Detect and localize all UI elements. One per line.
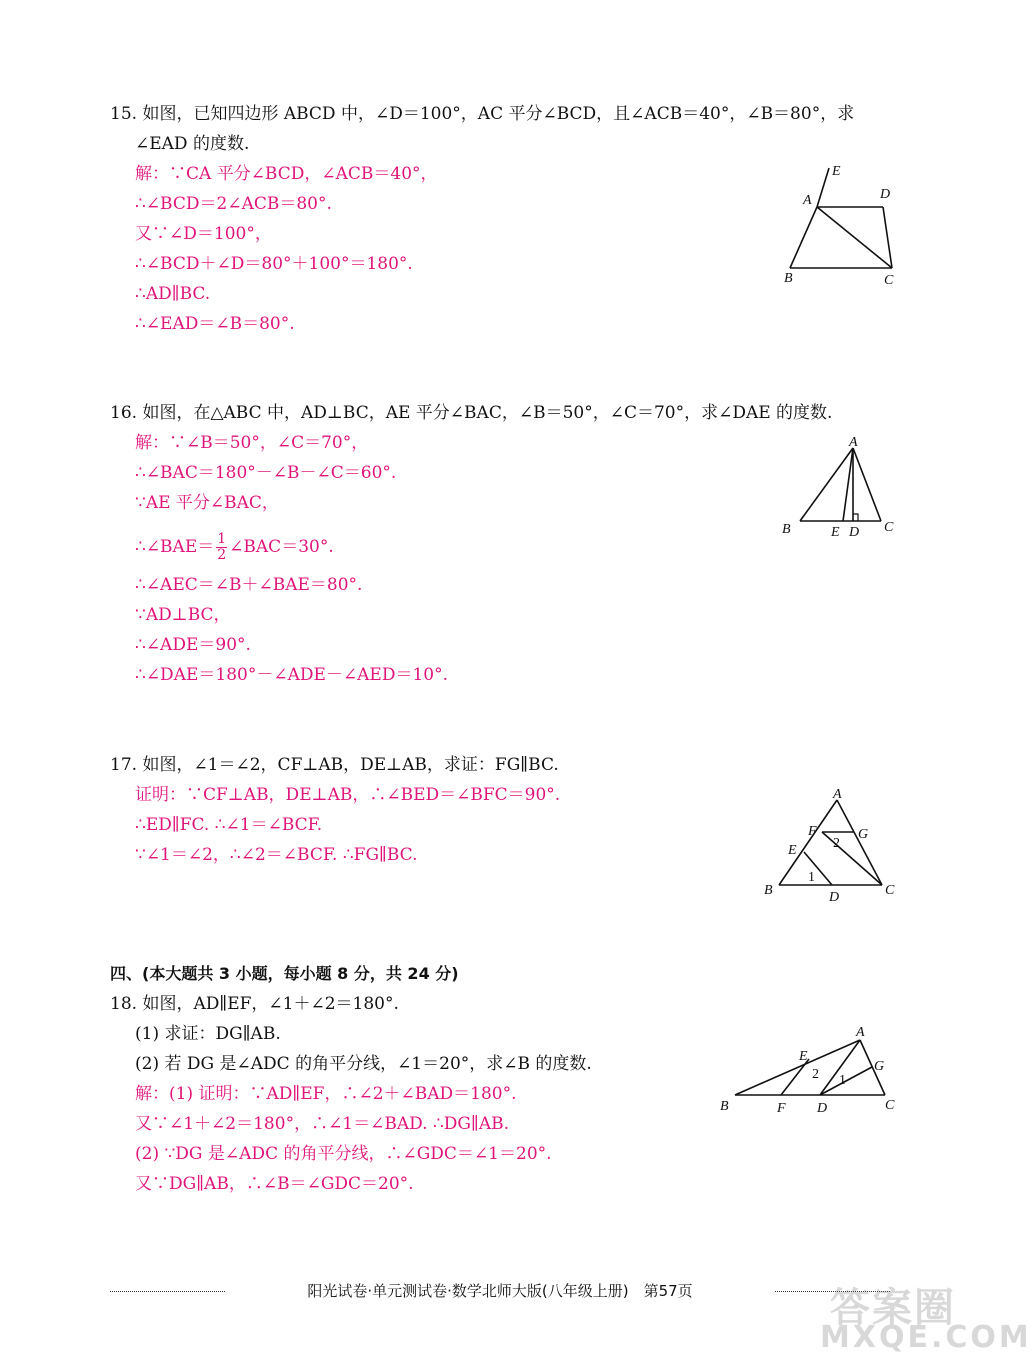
p18-answer-line4: 又∵DG∥AB，∴∠B＝∠GDC＝20°.	[135, 1174, 414, 1194]
p15-answer-line4: ∴∠BCD＋∠D＝80°＋100°＝180°.	[135, 254, 413, 274]
watermark-logo	[812, 1272, 1032, 1362]
p15-question-line2: ∠EAD 的度数.	[135, 134, 250, 154]
p16-answer-line6: ∵AD⊥BC，	[135, 605, 231, 625]
p18-label-f: F	[777, 1101, 786, 1116]
p15-answer-line3: 又∵∠D＝100°，	[135, 224, 272, 244]
p18-label-e: E	[799, 1049, 808, 1064]
p16-label-b: B	[782, 522, 791, 537]
p17-label-a: A	[833, 787, 842, 802]
p18-question-line2: (1) 求证：DG∥AB.	[135, 1024, 281, 1044]
p16-label-d: D	[849, 525, 860, 540]
p17-label-b: B	[764, 883, 773, 898]
p18-answer-line1: 解：(1) 证明：∵AD∥EF，∴∠2＋∠BAD＝180°.	[135, 1084, 517, 1104]
p18-figure	[715, 1022, 900, 1122]
p15-label-a: A	[803, 193, 812, 208]
p16-answer-line2: ∴∠BAC＝180°－∠B－∠C＝60°.	[135, 463, 397, 483]
section-4-heading: 四、(本大题共 3 小题，每小题 8 分，共 24 分)	[110, 964, 459, 983]
p15-figure	[770, 160, 910, 295]
p16-answer-line7: ∴∠ADE＝90°.	[135, 635, 251, 655]
p16-figure	[770, 432, 910, 547]
p17-label-d: D	[829, 890, 840, 905]
p16-answer-line4-end: ∠BAC＝30°.	[229, 537, 334, 557]
page-footer	[110, 1280, 890, 1302]
p15-label-c: C	[884, 273, 894, 288]
p18-answer-line2: 又∵∠1＋∠2＝180°，∴∠1＝∠BAD. ∴DG∥AB.	[135, 1114, 510, 1134]
watermark-line1: 答案圈	[830, 1285, 956, 1331]
p18-label-g: G	[874, 1059, 885, 1074]
p17-figure	[760, 782, 905, 912]
p16-answer-line4	[135, 532, 334, 563]
p17-angle-1: 1	[808, 870, 815, 885]
p15-answer-line6: ∴∠EAD＝∠B＝80°.	[135, 314, 295, 334]
p18-answer-line3: (2) ∵DG 是∠ADC 的角平分线，∴∠GDC＝∠1＝20°.	[135, 1144, 552, 1164]
p17-angle-2: 2	[833, 836, 840, 851]
p16-answer-line5: ∴∠AEC＝∠B＋∠BAE＝80°.	[135, 575, 363, 595]
p18-label-d: D	[817, 1101, 828, 1116]
p18-question-line3: (2) 若 DG 是∠ADC 的角平分线，∠1＝20°，求∠B 的度数.	[135, 1054, 592, 1074]
p16-answer-line1: 解：∵∠B＝50°，∠C＝70°，	[135, 433, 369, 453]
p16-fraction	[216, 532, 227, 563]
p15-label-b: B	[784, 271, 793, 286]
p15-label-d: D	[880, 187, 891, 202]
watermark-line2: MXQE.COM	[820, 1320, 1032, 1355]
p16-fraction-denominator: 2	[217, 547, 227, 563]
p17-label-c: C	[885, 883, 895, 898]
p18-angle-2: 2	[812, 1067, 819, 1082]
p16-label-c: C	[884, 520, 894, 535]
p18-label-a: A	[856, 1025, 865, 1040]
p17-question-line1: 17. 如图，∠1＝∠2，CF⊥AB，DE⊥AB，求证：FG∥BC.	[110, 755, 559, 775]
p18-label-b: B	[720, 1099, 729, 1114]
p17-label-e: E	[788, 843, 797, 858]
p16-question-line1: 16. 如图，在△ABC 中，AD⊥BC，AE 平分∠BAC，∠B＝50°，∠C＝70°，求∠DAE 的度数.	[110, 403, 833, 423]
p15-answer-line1: 解：∵CA 平分∠BCD，∠ACB＝40°，	[135, 164, 438, 184]
p16-label-a: A	[849, 435, 858, 450]
p16-answer-line8: ∴∠DAE＝180°－∠ADE－∠AED＝10°.	[135, 665, 448, 685]
p16-answer-line3: ∵AE 平分∠BAC，	[135, 493, 279, 513]
p15-answer-line5: ∴AD∥BC.	[135, 284, 211, 304]
p18-label-c: C	[885, 1098, 895, 1113]
p17-label-g: G	[858, 827, 869, 842]
footer-text: 阳光试卷·单元测试卷·数学北师大版(八年级上册) 第57页	[307, 1282, 693, 1300]
p15-answer-line2: ∴∠BCD＝2∠ACB＝80°.	[135, 194, 332, 214]
p16-fraction-numerator: 1	[217, 531, 227, 547]
p16-label-e: E	[831, 525, 840, 540]
p17-answer-line3: ∵∠1＝∠2，∴∠2＝∠BCF. ∴FG∥BC.	[135, 845, 418, 865]
p17-answer-line1: 证明：∵CF⊥AB，DE⊥AB，∴∠BED＝∠BFC＝90°.	[135, 785, 561, 805]
p15-question-line1: 15. 如图，已知四边形 ABCD 中，∠D＝100°，AC 平分∠BCD，且∠ACB＝40°，∠B＝80°，求	[110, 104, 855, 124]
p17-answer-line2: ∴ED∥FC. ∴∠1＝∠BCF.	[135, 815, 323, 835]
p17-label-f: F	[808, 824, 817, 839]
footer-dots-left	[110, 1291, 225, 1292]
p18-question-line1: 18. 如图，AD∥EF，∠1＋∠2＝180°.	[110, 994, 399, 1014]
p18-angle-1: 1	[839, 1073, 846, 1088]
p15-label-e: E	[832, 164, 841, 179]
p16-answer-line4-start: ∴∠BAE＝	[135, 537, 215, 557]
